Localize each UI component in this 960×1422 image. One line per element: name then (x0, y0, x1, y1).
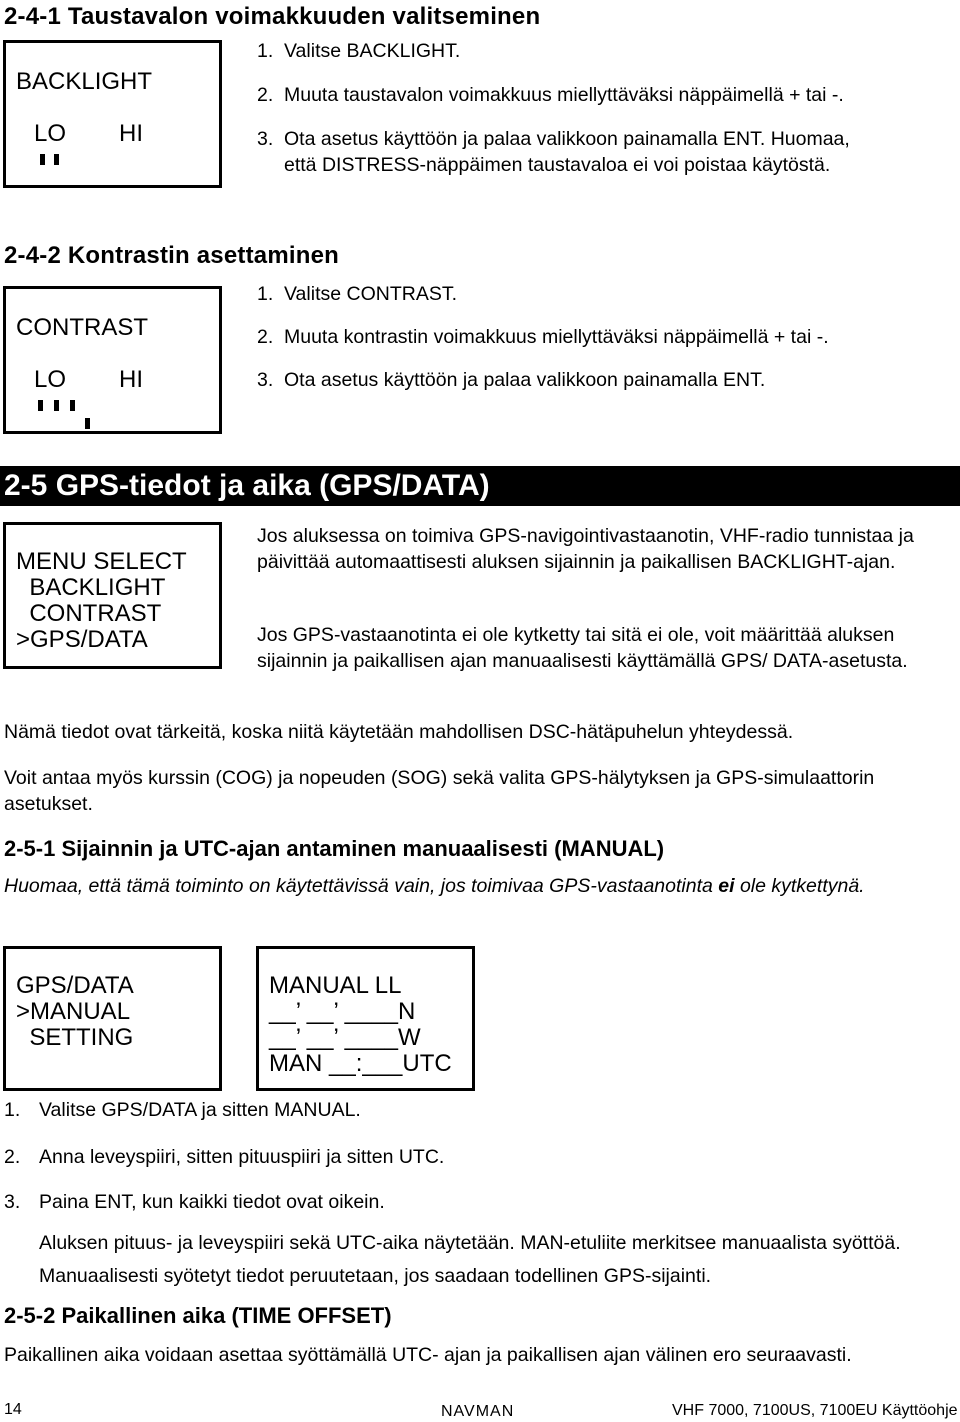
menu-line-selected: >GPS/DATA (16, 626, 148, 653)
screen-line: GPS/DATA (16, 972, 134, 999)
product-name: VHF 7000, 7100US, 7100EU Käyttöohje (672, 1402, 958, 1419)
backlight-screen (3, 40, 222, 188)
level-bar (70, 400, 75, 411)
menu-line: CONTRAST (16, 600, 162, 627)
level-bar (54, 400, 59, 411)
backlight-steps: 1. Valitse BACKLIGHT. 2. Muuta taustavalon voimakkuus miellyttäväksi näppäimellä + tai -. 3. Ota asetus käyttöön ja palaa valikkoon painamalla ENT. Huomaa, että DISTRESS-näppäimen taustavaloa ei voi poistaa käytöstä. (257, 40, 850, 176)
gps-data-screen (3, 946, 222, 1091)
brand-logo: NAVMAN (441, 1403, 515, 1420)
contrast-steps: 1. Valitse CONTRAST. 2. Muuta kontrastin voimakkuus miellyttäväksi näppäimellä + tai -. 3. Ota asetus käyttöön ja palaa valikkoon painamalla ENT. (257, 283, 829, 391)
menu-line: MENU SELECT (16, 548, 187, 575)
manual-steps: 1. Valitse GPS/DATA ja sitten MANUAL. 2. Anna leveyspiiri, sitten pituuspiiri ja sitten UTC. 3. Paina ENT, kun kaikki tiedot ovat oikein. (4, 1099, 445, 1213)
lo-label: LO (34, 366, 67, 393)
level-bar (85, 418, 90, 429)
screen-line-selected: >MANUAL (16, 998, 131, 1025)
level-bar (54, 154, 59, 165)
level-bar (38, 400, 43, 411)
manual-note: Huomaa, että tämä toiminto on käytettävissä vain, jos toimivaa GPS-vastaanotinta ei ole kytkettynä. (4, 875, 865, 897)
screen-line: SETTING (16, 1024, 134, 1051)
section-heading-time-offset: 2-5-2 Paikallinen aika (TIME OFFSET) (4, 1303, 392, 1328)
page-number: 14 (4, 1401, 22, 1418)
hi-label: HI (119, 366, 143, 393)
section-heading-contrast: 2-4-2 Kontrastin asettaminen (4, 242, 340, 269)
menu-line: BACKLIGHT (16, 574, 166, 601)
level-bar (40, 154, 45, 165)
screen-line: MANUAL LL (269, 972, 402, 999)
contrast-screen (3, 286, 222, 434)
utc-line: MAN __:___UTC (269, 1050, 452, 1077)
section-heading-manual: 2-5-1 Sijainnin ja UTC-ajan antaminen manuaalisesti (MANUAL) (4, 836, 665, 861)
screen-title: CONTRAST (16, 314, 148, 341)
manual-result-text: Aluksen pituus- ja leveyspiiri sekä UTC-aika näytetään. MAN-etuliite merkitsee manuaalista syöttöä. Manuaalisesti syötetyt tiedot peruutetaan, jos saadaan todellinen GPS-sijainti. (39, 1232, 901, 1287)
longitude-line: __’ __’ ____W (269, 1024, 421, 1051)
lo-label: LO (34, 120, 67, 147)
gps-paragraph-3: Nämä tiedot ovat tärkeitä, koska niitä käytetään mahdollisen DSC-hätäpuhelun yhteydessä. (4, 721, 794, 743)
screen-title: BACKLIGHT (16, 68, 153, 95)
hi-label: HI (119, 120, 143, 147)
time-offset-text: Paikallinen aika voidaan asettaa syöttämällä UTC- ajan ja paikallisen ajan välinen ero seuraavasti. (4, 1344, 852, 1366)
gps-paragraph-1: Jos aluksessa on toimiva GPS-navigointivastaanotin, VHF-radio tunnistaa ja päivittää automaattisesti aluksen sijainnin ja paikallisen BACKLIGHT-ajan. (257, 525, 914, 573)
menu-select-screen (3, 522, 222, 669)
latitude-line: __’ __’ ____N (269, 998, 416, 1025)
section-banner-gps-data: 2-5 GPS-tiedot ja aika (GPS/DATA) (0, 466, 960, 506)
section-heading-backlight: 2-4-1 Taustavalon voimakkuuden valitseminen (4, 3, 541, 30)
manual-ll-screen (256, 946, 475, 1091)
gps-paragraph-2: Jos GPS-vastaanotinta ei ole kytketty tai sitä ei ole, voit määrittää aluksen sijainnin ja paikallisen ajan manuaalisesti käyttämällä GPS/ DATA-asetusta. (257, 624, 908, 672)
gps-paragraph-4: Voit antaa myös kurssin (COG) ja nopeuden (SOG) sekä valita GPS-hälytyksen ja GPS-simulaattorin asetukset. (4, 767, 875, 815)
